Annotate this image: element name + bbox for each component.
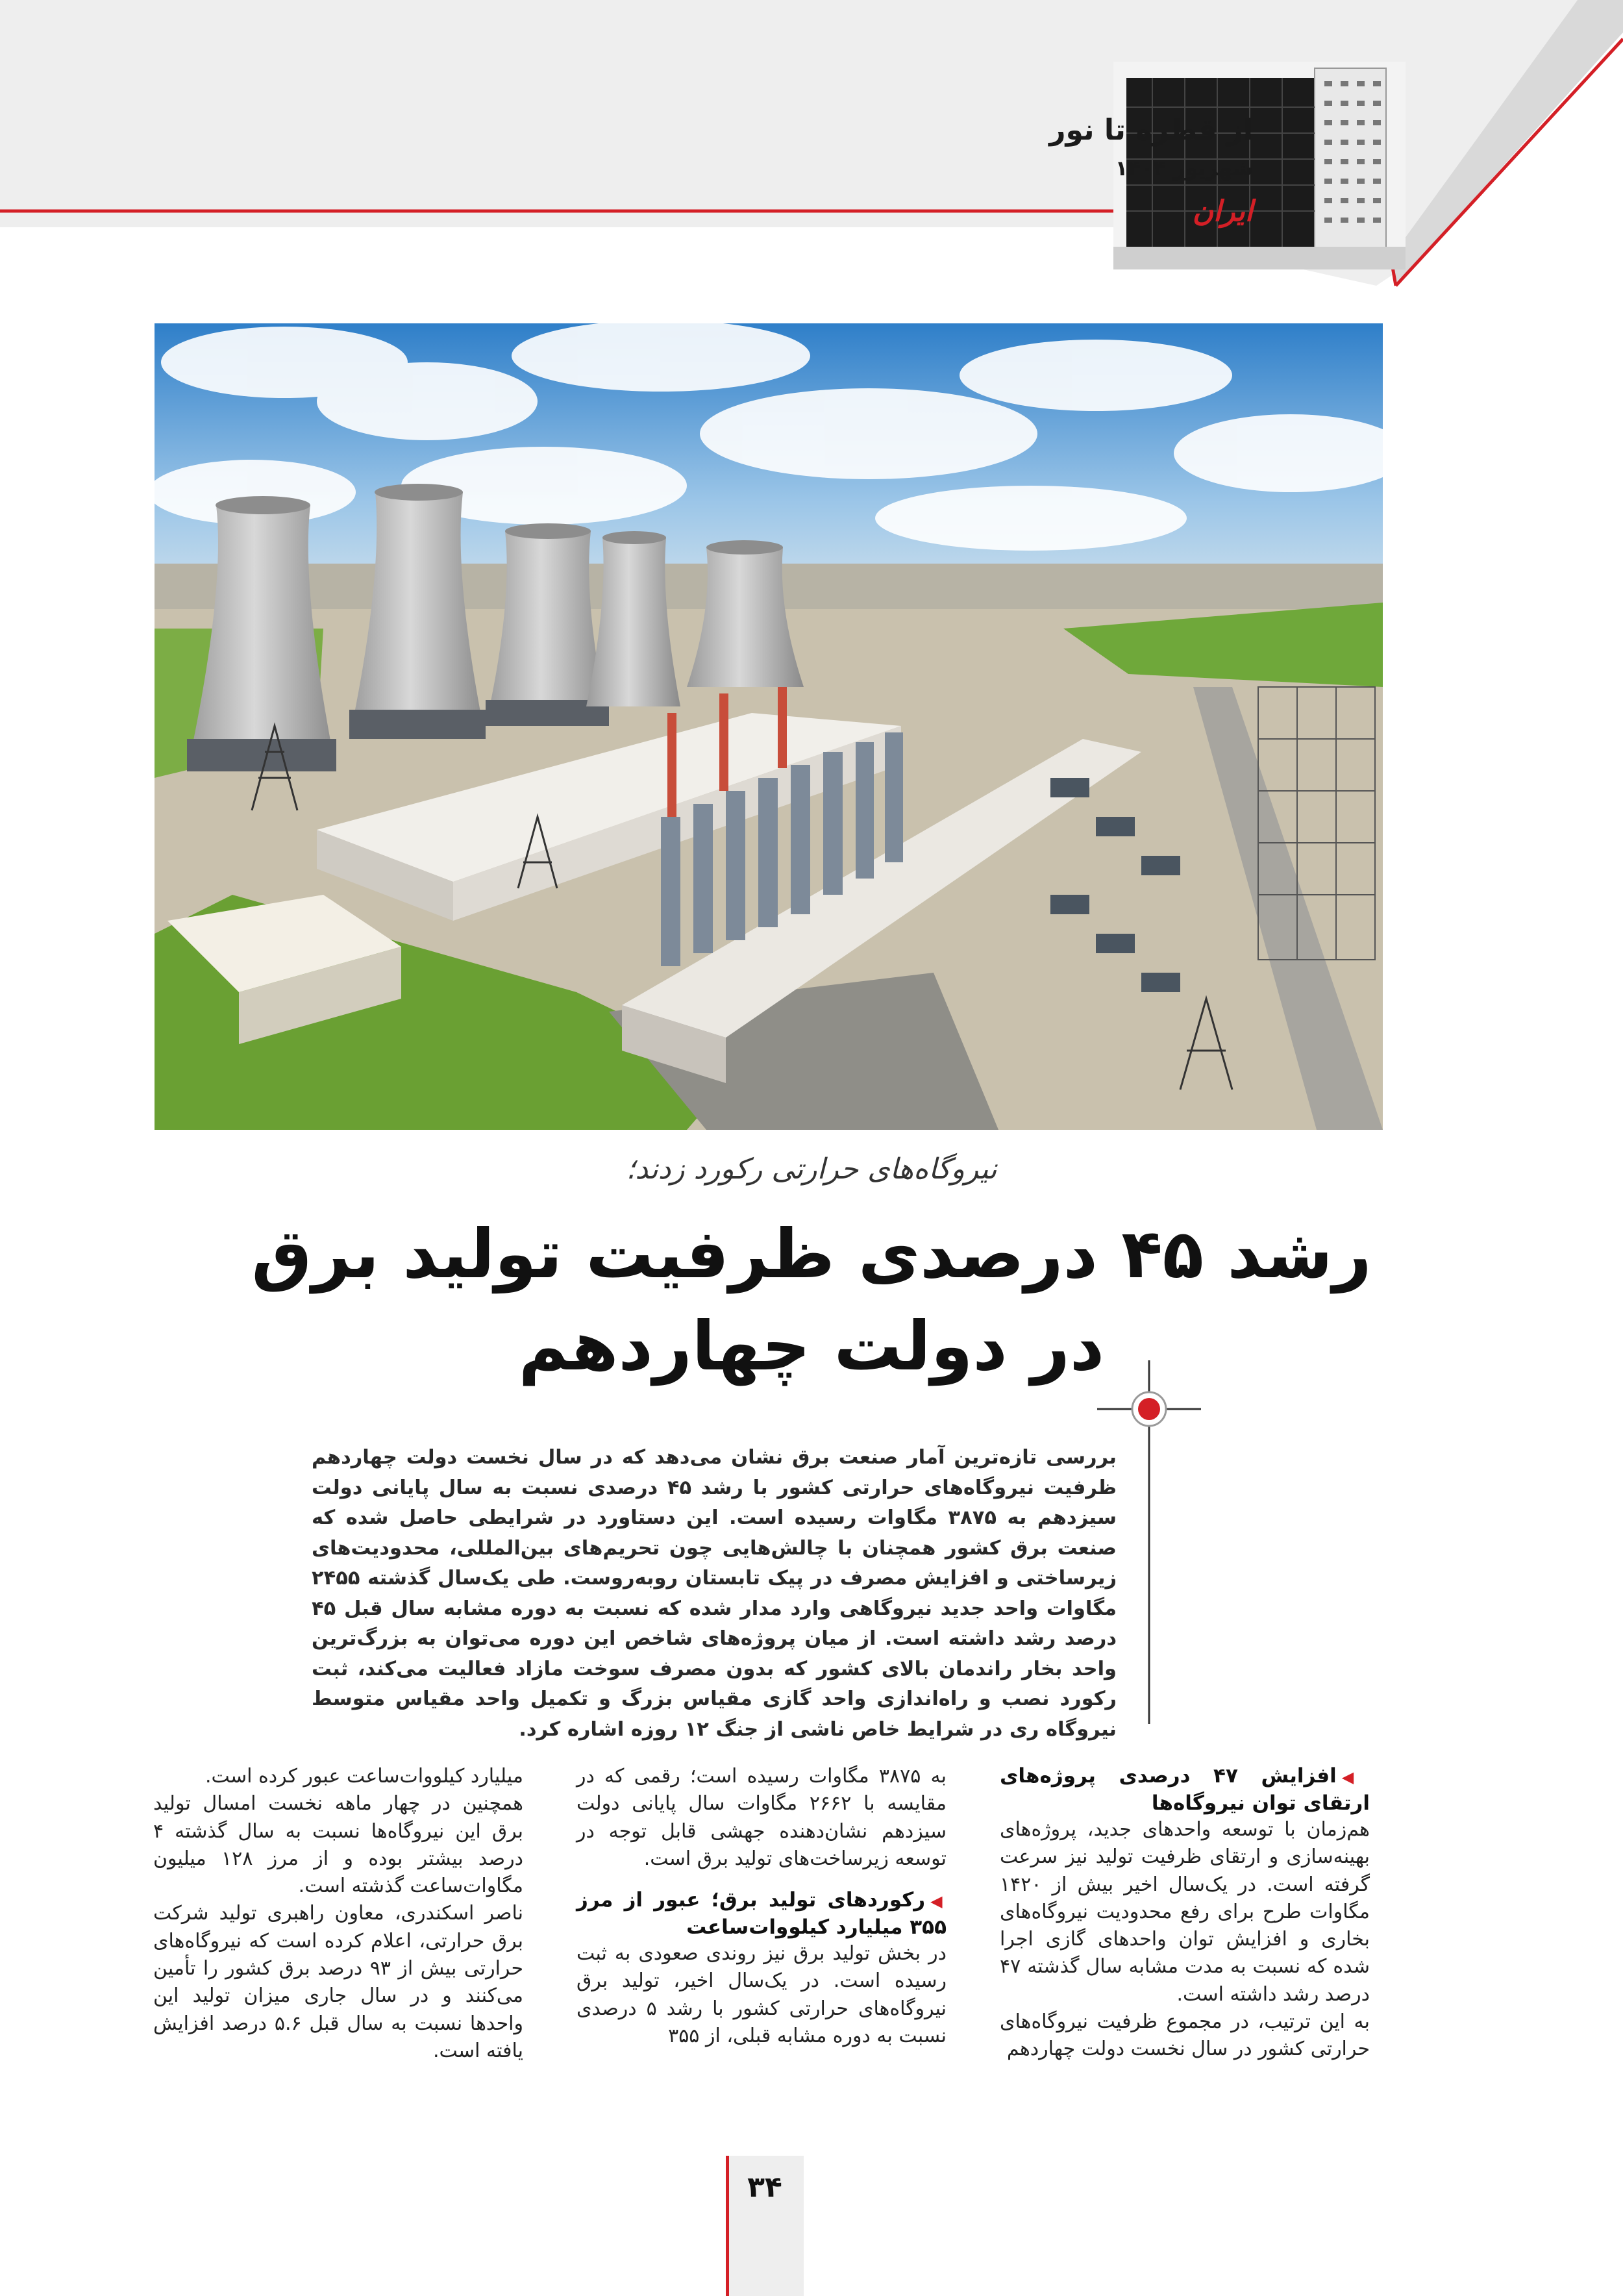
- article-kicker: نیروگاه‌های حرارتی رکورد زدند؛: [626, 1153, 997, 1186]
- column-1-paragraph-2: به این ترتیب، در مجموع ظرفیت نیروگاه‌های حرارتی کشور در سال نخست دولت چهاردهم: [1000, 2010, 1370, 2061]
- page-number: ۳۴: [747, 2171, 782, 2204]
- column-3-paragraph-3: ناصر اسکندری، معاون راهبری تولید شرکت برق حرارتی، اعلام کرده است که نیروگاه‌های حرارتی بیش از ۹۳ درصد برق کشور را تأمین می‌کنند و در سال جاری میزان تولید این واحدها نسبت به سال قبل ۵.۶ درصد افزایش یافته است.: [153, 1902, 523, 2062]
- column-2-paragraph-1: به ۳۸۷۵ مگاوات رسیده است؛ رقمی که در مقایسه با ۲۶۶۲ مگاوات سال پایانی دولت سیزدهم نشان‌دهنده جهشی قابل توجه در توسعه زیرساخت‌های تولید برق است.: [576, 1765, 947, 1870]
- triangle-bullet-icon: ◀: [1341, 1768, 1370, 1786]
- article-column-1: [1000, 1763, 1370, 2064]
- column-1-heading: ◀افزایش ۴۷ درصدی پروژه‌های ارتقای توان نیروگاه‌ها: [1000, 1764, 1370, 1815]
- headline-line-2: در دولت چهاردهم: [518, 1306, 1105, 1386]
- headline-line-1: رشد ۴۵ درصدی ظرفیت تولید برق: [251, 1214, 1372, 1293]
- power-plant-photo: [155, 323, 1383, 1130]
- article-column-2: [576, 1763, 947, 2050]
- column-3-paragraph-2: همچنین در چهار ماهه نخست امسال تولید برق این نیروگاه‌ها نسبت به سال گذشته ۴ درصد بیشتر بوده و از مرز ۱۲۸ میلیون مگاوات‌ساعت گذشته است.: [153, 1792, 523, 1898]
- column-3-paragraph-1: میلیارد کیلووات‌ساعت عبور کرده است.: [204, 1765, 523, 1788]
- country-label: ایران: [1192, 195, 1253, 228]
- issue-date: شهریور ۱۴۰۴: [1115, 156, 1253, 181]
- column-2-paragraph-2: در بخش تولید برق نیز روندی صعودی به ثبت رسیده است. در یک‌سال اخیر، تولید برق نیروگاه‌های حرارتی کشور با رشد ۵ درصدی نسبت به دوره مشابه قبلی، از ۳۵۵: [576, 1942, 947, 2048]
- article-column-3: [153, 1763, 523, 2065]
- column-2-heading: ◀رکوردهای تولید برق؛ عبور از مرز ۳۵۵ میلیارد کیلووات‌ساعت: [576, 1888, 947, 1940]
- article-lead: بررسی تازه‌ترین آمار صنعت برق نشان می‌دهد که در سال نخست دولت چهاردهم ظرفیت نیروگاه‌های حرارتی کشور با رشد ۴۵ درصدی نسبت به سال پایانی دولت سیزدهم به ۳۸۷۵ مگاوات رسیده است. این دستاورد در شرایطی حاصل شده که صنعت برق کشور همچنان با چالش‌هایی چون تحریم‌های بین‌المللی، محدودیت‌های زیرساختی و افزایش مصرف در پیک تابستان روبه‌روست. طی یک‌سال گذشته ۲۴۵۵ مگاوات واحد جدید نیروگاهی وارد مدار شده که نسبت به دوره مشابه سال قبل ۴۵ درصد رشد داشته است. از میان پروژه‌های شاخص این دوره می‌توان به بزرگ‌ترین واحد بخار راندمان بالای کشور که بدون مصرف سوخت مازاد فعالیت می‌کند، ثبت رکورد نصب و راه‌اندازی واحد گازی مقیاس بزرگ و تکمیل واحد مقیاس متوسط نیروگاه ری در شرایط خاص ناشی از جنگ ۱۲ روزه اشاره کرد.: [312, 1446, 1117, 1741]
- magazine-title: از قطره تا نور: [1049, 114, 1253, 147]
- column-1-paragraph-1: هم‌زمان با توسعه واحدهای جدید، پروژه‌های بهینه‌سازی و ارتقای ظرفیت تولید نیز سرعت گرفته است. در یک‌سال اخیر بیش از ۱۴۲۰ مگاوات طرح برای رفع محدودیت نیروگاه‌های بخاری و افزایش توان واحدهای گازی اجرا شده که نسبت به مدت مشابه سال گذشته ۴۷ درصد رشد داشته است.: [1000, 1818, 1370, 2006]
- triangle-bullet-icon: ◀: [930, 1892, 947, 1911]
- article-headline: [195, 1208, 1428, 1392]
